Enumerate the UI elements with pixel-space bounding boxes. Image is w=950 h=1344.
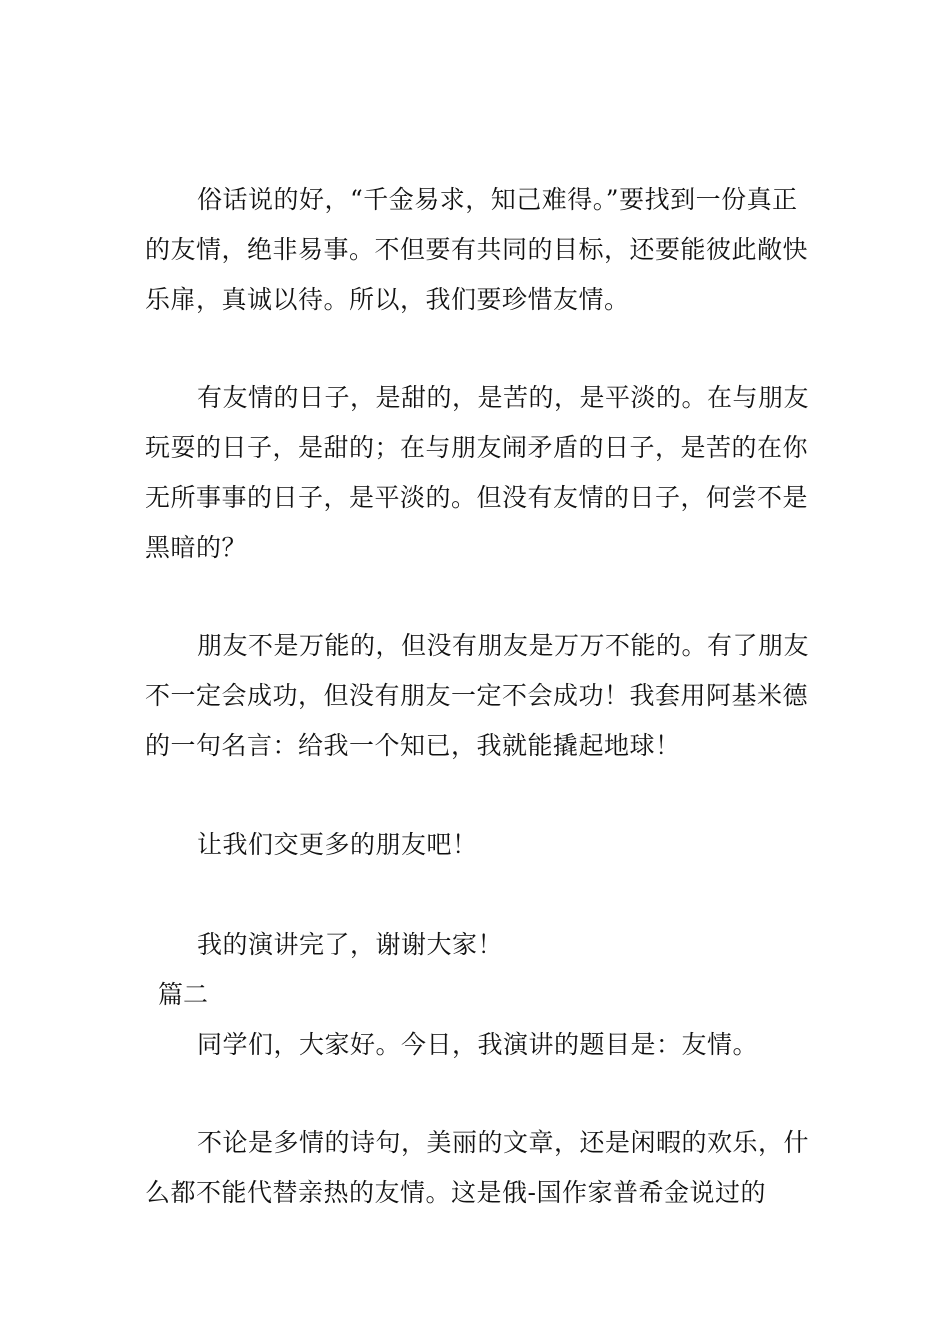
paragraph-2: 有友情的日子，是甜的，是苦的，是平淡的。在与朋友玩耍的日子，是甜的；在与朋友闹矛盾的日子，是苦的在你无所事事的日子，是平淡的。但没有友情的日子，何尝不是黑暗的？: [145, 383, 810, 562]
section-heading: 篇二: [158, 980, 209, 1009]
paragraph-5: 我的演讲完了，谢谢大家！: [197, 930, 504, 959]
paragraph-4: 让我们交更多的朋友吧！: [197, 830, 478, 859]
paragraph-3: 朋友不是万能的，但没有朋友是万万不能的。有了朋友不一定会成功，但没有朋友一定不会成功！我套用阿基米德的一句名言：给我一个知已，我就能撬起地球！: [145, 631, 810, 760]
paragraph-1: 俗话说的好，“千金易求，知己难得。”要找到一份真正的友情，绝非易事。不但要有共同的目标，还要能彼此敞快乐扉，真诚以待。所以，我们要珍惜友情。: [145, 185, 809, 314]
paragraph-7: 不论是多情的诗句，美丽的文章，还是闲暇的欢乐，什么都不能代替亲热的友情。这是俄-国作家普希金说过的: [145, 1128, 810, 1207]
paragraph-6: 同学们，大家好。今日，我演讲的题目是：友情。: [197, 1030, 759, 1059]
